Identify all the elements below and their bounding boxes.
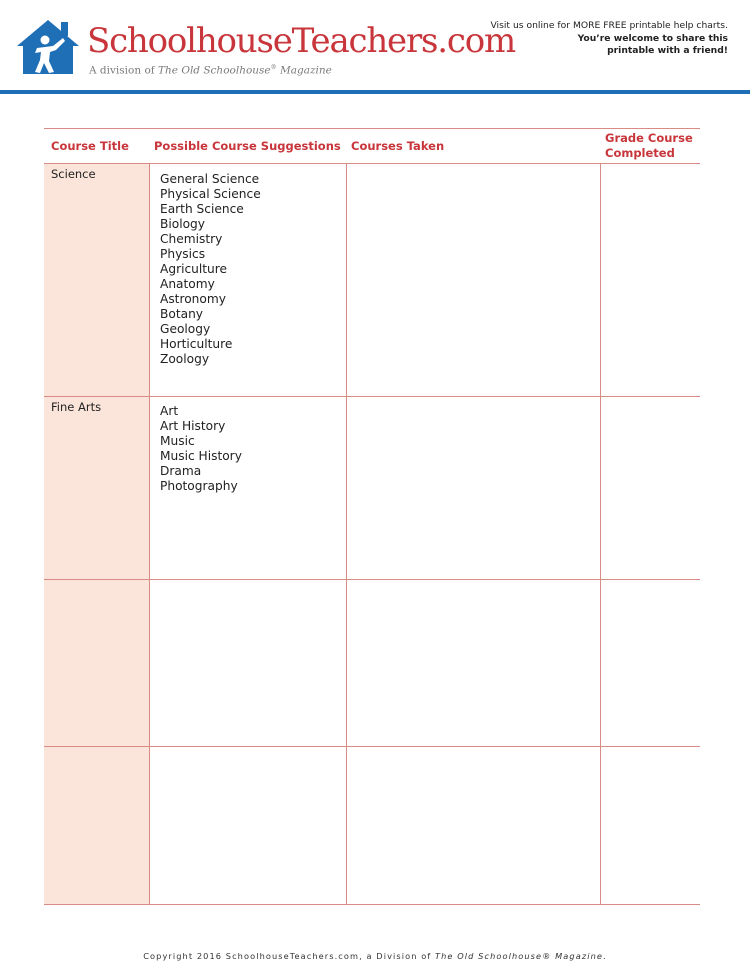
- row-divider: [44, 579, 700, 580]
- list-item: Geology: [160, 322, 211, 336]
- row-title-fine-arts: Fine Arts: [51, 400, 102, 414]
- table-bottom-rule: [44, 904, 700, 905]
- brand-tagline: A division of The Old Schoolhouse® Magazine: [89, 64, 332, 77]
- list-item: Music History: [160, 449, 242, 463]
- share-note: [448, 20, 728, 58]
- list-item: Astronomy: [160, 292, 226, 306]
- list-item: Drama: [160, 464, 202, 478]
- list-item: Zoology: [160, 352, 210, 366]
- table-top-rule: [44, 128, 700, 129]
- column-divider: [149, 163, 150, 905]
- column-divider: [346, 163, 347, 905]
- course-title-column-shade: [44, 163, 149, 905]
- list-item: Physics: [160, 247, 206, 261]
- list-item: Art History: [160, 419, 226, 433]
- brand-name: SchoolhouseTeachers.com: [87, 21, 516, 61]
- column-divider: [600, 163, 601, 905]
- header-divider: [0, 90, 750, 94]
- list-item: Anatomy: [160, 277, 215, 291]
- course-table: [44, 128, 700, 905]
- list-item: Botany: [160, 307, 204, 321]
- column-header-courses-taken: Courses Taken: [351, 139, 445, 153]
- row-title-science: Science: [51, 167, 96, 181]
- list-item: Agriculture: [160, 262, 228, 276]
- visit-line: Visit us online for MORE FREE printable help charts.: [490, 20, 728, 31]
- row-divider: [44, 396, 700, 397]
- list-item: Music: [160, 434, 195, 448]
- share-line-1: You’re welcome to share this: [577, 32, 728, 44]
- column-header-grade-completed: Grade Course Completed: [605, 131, 693, 160]
- column-header-suggestions: Possible Course Suggestions: [154, 139, 341, 153]
- list-item: Horticulture: [160, 337, 233, 351]
- list-item: Biology: [160, 217, 205, 231]
- list-item: General Science: [160, 172, 260, 186]
- schoolhouse-logo-icon: [15, 18, 81, 76]
- list-item: Physical Science: [160, 187, 261, 201]
- science-suggestions: [160, 172, 261, 367]
- list-item: Art: [160, 404, 179, 418]
- row-divider: [44, 746, 700, 747]
- column-header-course-title: Course Title: [51, 139, 129, 153]
- fine-arts-suggestions: [160, 404, 242, 494]
- copyright-footer: Copyright 2016 SchoolhouseTeachers.com, a Division of The Old Schoolhouse® Magazine.: [143, 951, 607, 961]
- header-bottom-rule: [44, 163, 700, 164]
- share-line-2: printable with a friend!: [607, 45, 728, 56]
- list-item: Photography: [160, 479, 238, 493]
- list-item: Chemistry: [160, 232, 223, 246]
- list-item: Earth Science: [160, 202, 244, 216]
